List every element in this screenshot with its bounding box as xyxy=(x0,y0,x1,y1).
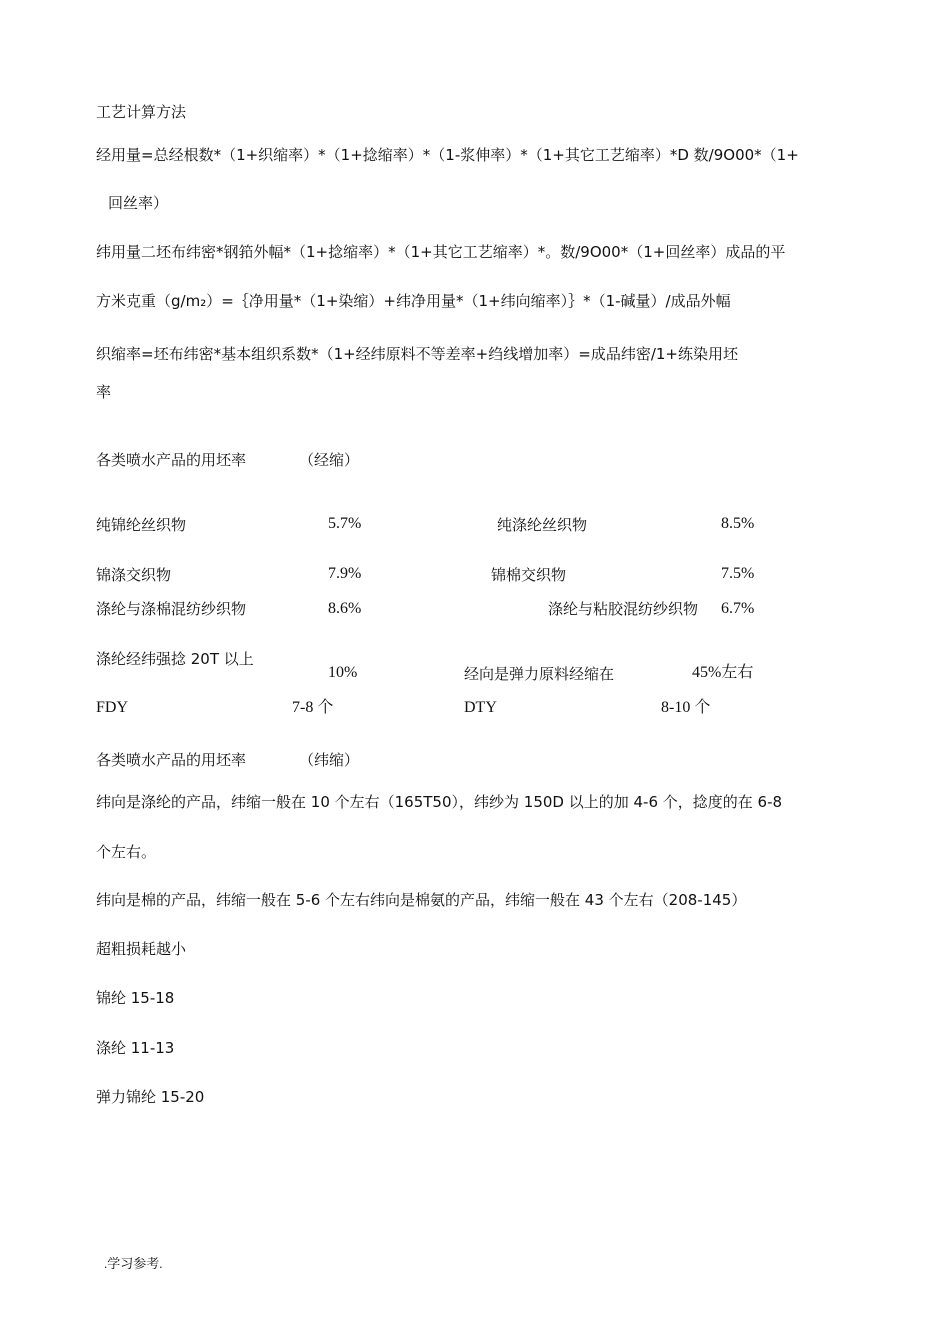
warp-section-heading: 各类喷水产品的用坯率 xyxy=(96,451,247,469)
table-cell-value: 6.7% xyxy=(721,600,755,617)
table-cell-value: 8.5% xyxy=(721,515,755,532)
table-cell-value: 8-10 个 xyxy=(661,699,711,716)
table-cell-name: DTY xyxy=(464,699,497,716)
list-item: 锦纶 15-18 xyxy=(96,989,175,1007)
table-cell-name: 纯锦纶丝织物 xyxy=(96,516,187,534)
table-cell-value: 7.5% xyxy=(721,565,755,582)
table-cell-value: 8.6% xyxy=(328,600,362,617)
table-cell-name: 涤纶与涤棉混纺纱织物 xyxy=(96,600,247,618)
table-cell-value: 7.9% xyxy=(328,565,362,582)
table-cell-value: 7-8 个 xyxy=(292,699,334,716)
warp-formula-line-2: 回丝率） xyxy=(108,194,169,212)
table-cell-name: 锦棉交织物 xyxy=(491,566,567,584)
list-item: 弹力锦纶 15-20 xyxy=(96,1088,205,1106)
list-item: 涤纶 11-13 xyxy=(96,1039,175,1057)
table-cell-name: 经向是弹力原料经缩在 xyxy=(464,665,615,683)
weft-paragraph-1-line-2: 个左右。 xyxy=(96,843,157,861)
weft-section-heading: 各类喷水产品的用坯率 xyxy=(96,751,247,769)
shrink-formula-line-2: 率 xyxy=(96,383,112,401)
table-cell-value: 5.7% xyxy=(328,515,362,532)
shrink-formula-line-1: 织缩率=坯布纬密*基本组织系数*（1+经纬原料不等差率+绉线增加率）=成品纬密/1+练染用坯 xyxy=(96,345,738,363)
weft-paragraph-2: 纬向是棉的产品，纬缩一般在 5-6 个左右纬向是棉氨的产品，纬缩一般在 43 个左右（208-145） xyxy=(96,891,747,909)
warp-section-note: （经缩） xyxy=(299,451,360,469)
table-cell-name: 涤纶经纬强捻 20T 以上 xyxy=(96,650,254,668)
warp-formula-line-1: 经用量=总经根数*（1+织缩率）*（1+捻缩率）*（1-浆伸率）*（1+其它工艺缩率）*D 数/9O00*（1+ xyxy=(96,146,799,164)
loss-heading: 超粗损耗越小 xyxy=(96,940,187,958)
weft-formula-line-1: 纬用量二坯布纬密*钢筘外幅*（1+捻缩率）*（1+其它工艺缩率）*。数/9O00*（1+回丝率）成品的平 xyxy=(96,243,786,261)
page-title: 工艺计算方法 xyxy=(96,103,187,121)
table-cell-name: 锦涤交织物 xyxy=(96,566,172,584)
table-cell-value: 10% xyxy=(328,664,358,681)
table-cell-name: 涤纶与粘胶混纺纱织物 xyxy=(548,600,699,618)
weft-formula-line-2: 方米克重（g/m₂）=｛净用量*（1+染缩）+纬净用量*（1+纬向缩率）｝*（1-碱量）/成品外幅 xyxy=(96,292,731,310)
table-cell-value: 45%左右 xyxy=(692,664,754,681)
page-footer: .学习参考. xyxy=(104,1256,163,1271)
table-cell-name: 纯涤纶丝织物 xyxy=(497,516,588,534)
table-cell-name: FDY xyxy=(96,699,129,716)
weft-section-note: （纬缩） xyxy=(299,751,360,769)
weft-paragraph-1-line-1: 纬向是涤纶的产品，纬缩一般在 10 个左右（165T50），纬纱为 150D 以上的加 4-6 个，捻度的在 6-8 xyxy=(96,793,783,811)
